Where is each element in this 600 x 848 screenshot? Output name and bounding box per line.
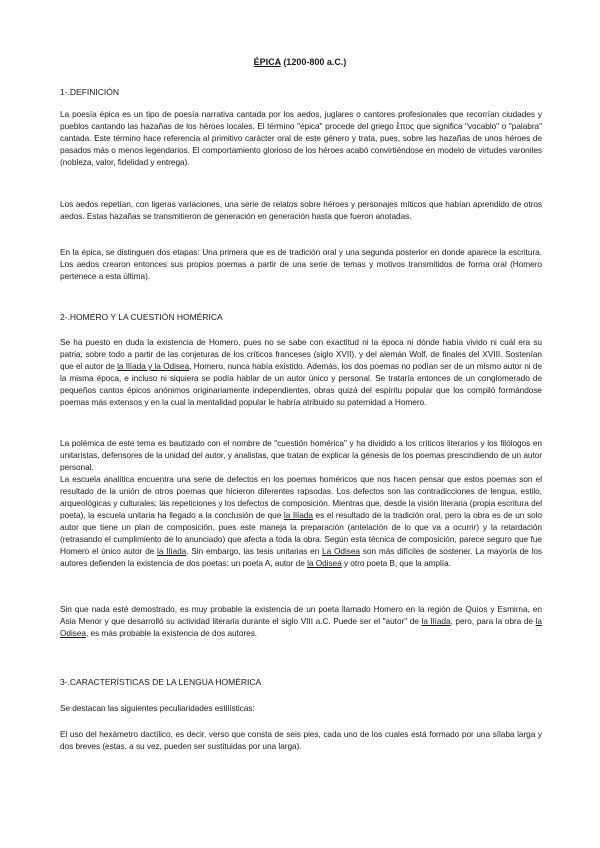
work-title-underlined: la Odisea (307, 558, 342, 568)
text-run: es el resultado de la tradición oral, pero la obra es de un solo autor que tiene un plan de composición, pues este maneja la preparación (antelación de lo que va a ocurrir) y la retardación (retrasando el cumplimiento de lo anunciado) que afecta a toda la obra. Según esta técnica de composición, parece seguro que fue Homero el único autor de (60, 510, 542, 556)
text-run: Se destacan las siguientes peculiaridades estilísticas: (60, 703, 255, 713)
text-run: , pero, para la obra de (450, 616, 536, 626)
paragraph (60, 246, 542, 282)
section-heading-homero: 2-.HOMERO Y LA CUESTIÓN HOMÉRICA (60, 312, 223, 322)
section-heading-definicion: 1-.DEFINICIÓN (60, 87, 120, 97)
work-title-underlined: la Ilíada (157, 546, 187, 556)
text-run: , es más probable la existencia de dos autores. (86, 628, 258, 638)
text-run: La escuela analítica encuentra una serie de defectos en los poemas homéricos que nos hacen pensar que estos poemas son el resultado de la unión de otros poemas que hicieron diferentes rapsodas. Los defectos son las contradicciones de lengua, estilo, arqueológicas y culturales; las repeticiones y los defectos de composición. Mientras que, desde la visión literaria (propia escritura del poeta), la escuela unitaria ha llegado a la conclusión de que (60, 474, 542, 520)
text-run: . Sin embargo, las tesis unitarias en (186, 546, 323, 556)
document-title (0, 56, 600, 68)
text-run: Los aedos repetían, con ligeras variaciones, una serie de relatos sobre héroes y personajes míticos que habían aprendido de otros aedos. Estas hazañas se transmitieron de generación en generación hasta que fueron anotadas. (60, 199, 542, 221)
text-run: La poesía épica es un tipo de poesía narrativa cantada por los aedos, juglares o cantores profesionales que recorrían ciudades y pueblos cantando las hazañas de los héroes locales. El término "épica" procede del griego ἔπος que significa "vocablo" o "palabra" cantada. Este término hace referencia al primitivo carácter oral de este género y trata, pues, sobre las hazañas de unos héroes de pasados más o menos legendarios. El comportamiento glorioso de los héroes acabó convirtiéndose en modelo de virtudes varoniles (nobleza, valor, fidelidad y entrega). (60, 109, 542, 167)
work-title-underlined: la Odisea (60, 616, 542, 638)
text-run: La polémica de este tema es bautizado con el nombre de "cuestión homérica" y ha dividido a los críticos literarios y los filólogos en unitaristas, defensores de la unidad del autor, y analistas, que tratan de explicar la génesis de los poemas prescindiendo de un autor personal. (60, 438, 542, 472)
work-title-underlined: la Ilíada (421, 616, 451, 626)
paragraph (60, 702, 542, 714)
text-run: , Homero, nunca había existido. Además, los dos poemas no podían ser de un mismo autor ni de la misma época, e incluso ni siquiera se podía hablar de un autor único y personal. Se trataría entonces de un conglomerado de pequeños cantos épicos anónimos originariamente independientes, obras quizá del espíritu popular que los compiló formándose poemas más extensos y en la cual la mentalidad popular le habría atribuido su paternidad a Homero. (60, 361, 542, 407)
paragraph (60, 728, 542, 752)
paragraph (60, 108, 542, 168)
paragraph (60, 336, 542, 408)
section-heading-caracteristicas: 3-.CARACTERÍSTICAS DE LA LENGUA HOMÉRICA (60, 677, 262, 687)
title-period: (1200-800 a.C.) (280, 57, 347, 67)
paragraph (60, 473, 542, 569)
title-main: ÉPICA (253, 57, 281, 67)
work-title-underlined: La Odisea (322, 546, 360, 556)
work-title-underlined: la Ilíada (283, 510, 313, 520)
text-run: y otro poeta B, que la amplía. (341, 558, 451, 568)
text-run: En la épica, se distinguen dos etapas: Una primera que es de tradición oral y una segunda posterior en donde aparece la escritura. Los aedos crearon entonces sus propios poemas a partir de una serie de temas y motivos transmitidos de forma oral (Homero pertenece a esta última). (60, 247, 542, 281)
work-title-underlined: la Ilíada y la Odisea (117, 361, 190, 371)
paragraph (60, 437, 542, 473)
text-run: Sin que nada esté demostrado, es muy probable la existencia de un poeta llamado Homero en la región de Quíos y Esmirna, en Asia Menor y que desarrolló su actividad literaria durante el siglo VIII a.C. Puede ser el "autor" de (60, 604, 542, 626)
paragraph (60, 603, 542, 639)
paragraph (60, 198, 542, 222)
text-run: El uso del hexámetro dactílico, es decir, verso que consta de seis pies, cada uno de los cuales está formado por una sílaba larga y dos breves (estas, a su vez, pueden ser sustituidas por una larga). (60, 729, 542, 751)
text-run: Se ha puesto en duda la existencia de Homero, pues no se sabe con exactitud ni la época ni dónde había vivido ni cuál era su patria, sobre todo a partir de las conjeturas de los críticos franceses (siglo XVII), y del alemán Wolf, de finales del XVIII. Sostenían que el autor de (60, 337, 542, 371)
text-run: son más difíciles de sostener. La mayoría de los autores defienden la existencia de dos poetas: un poeta A, autor de (60, 546, 542, 568)
